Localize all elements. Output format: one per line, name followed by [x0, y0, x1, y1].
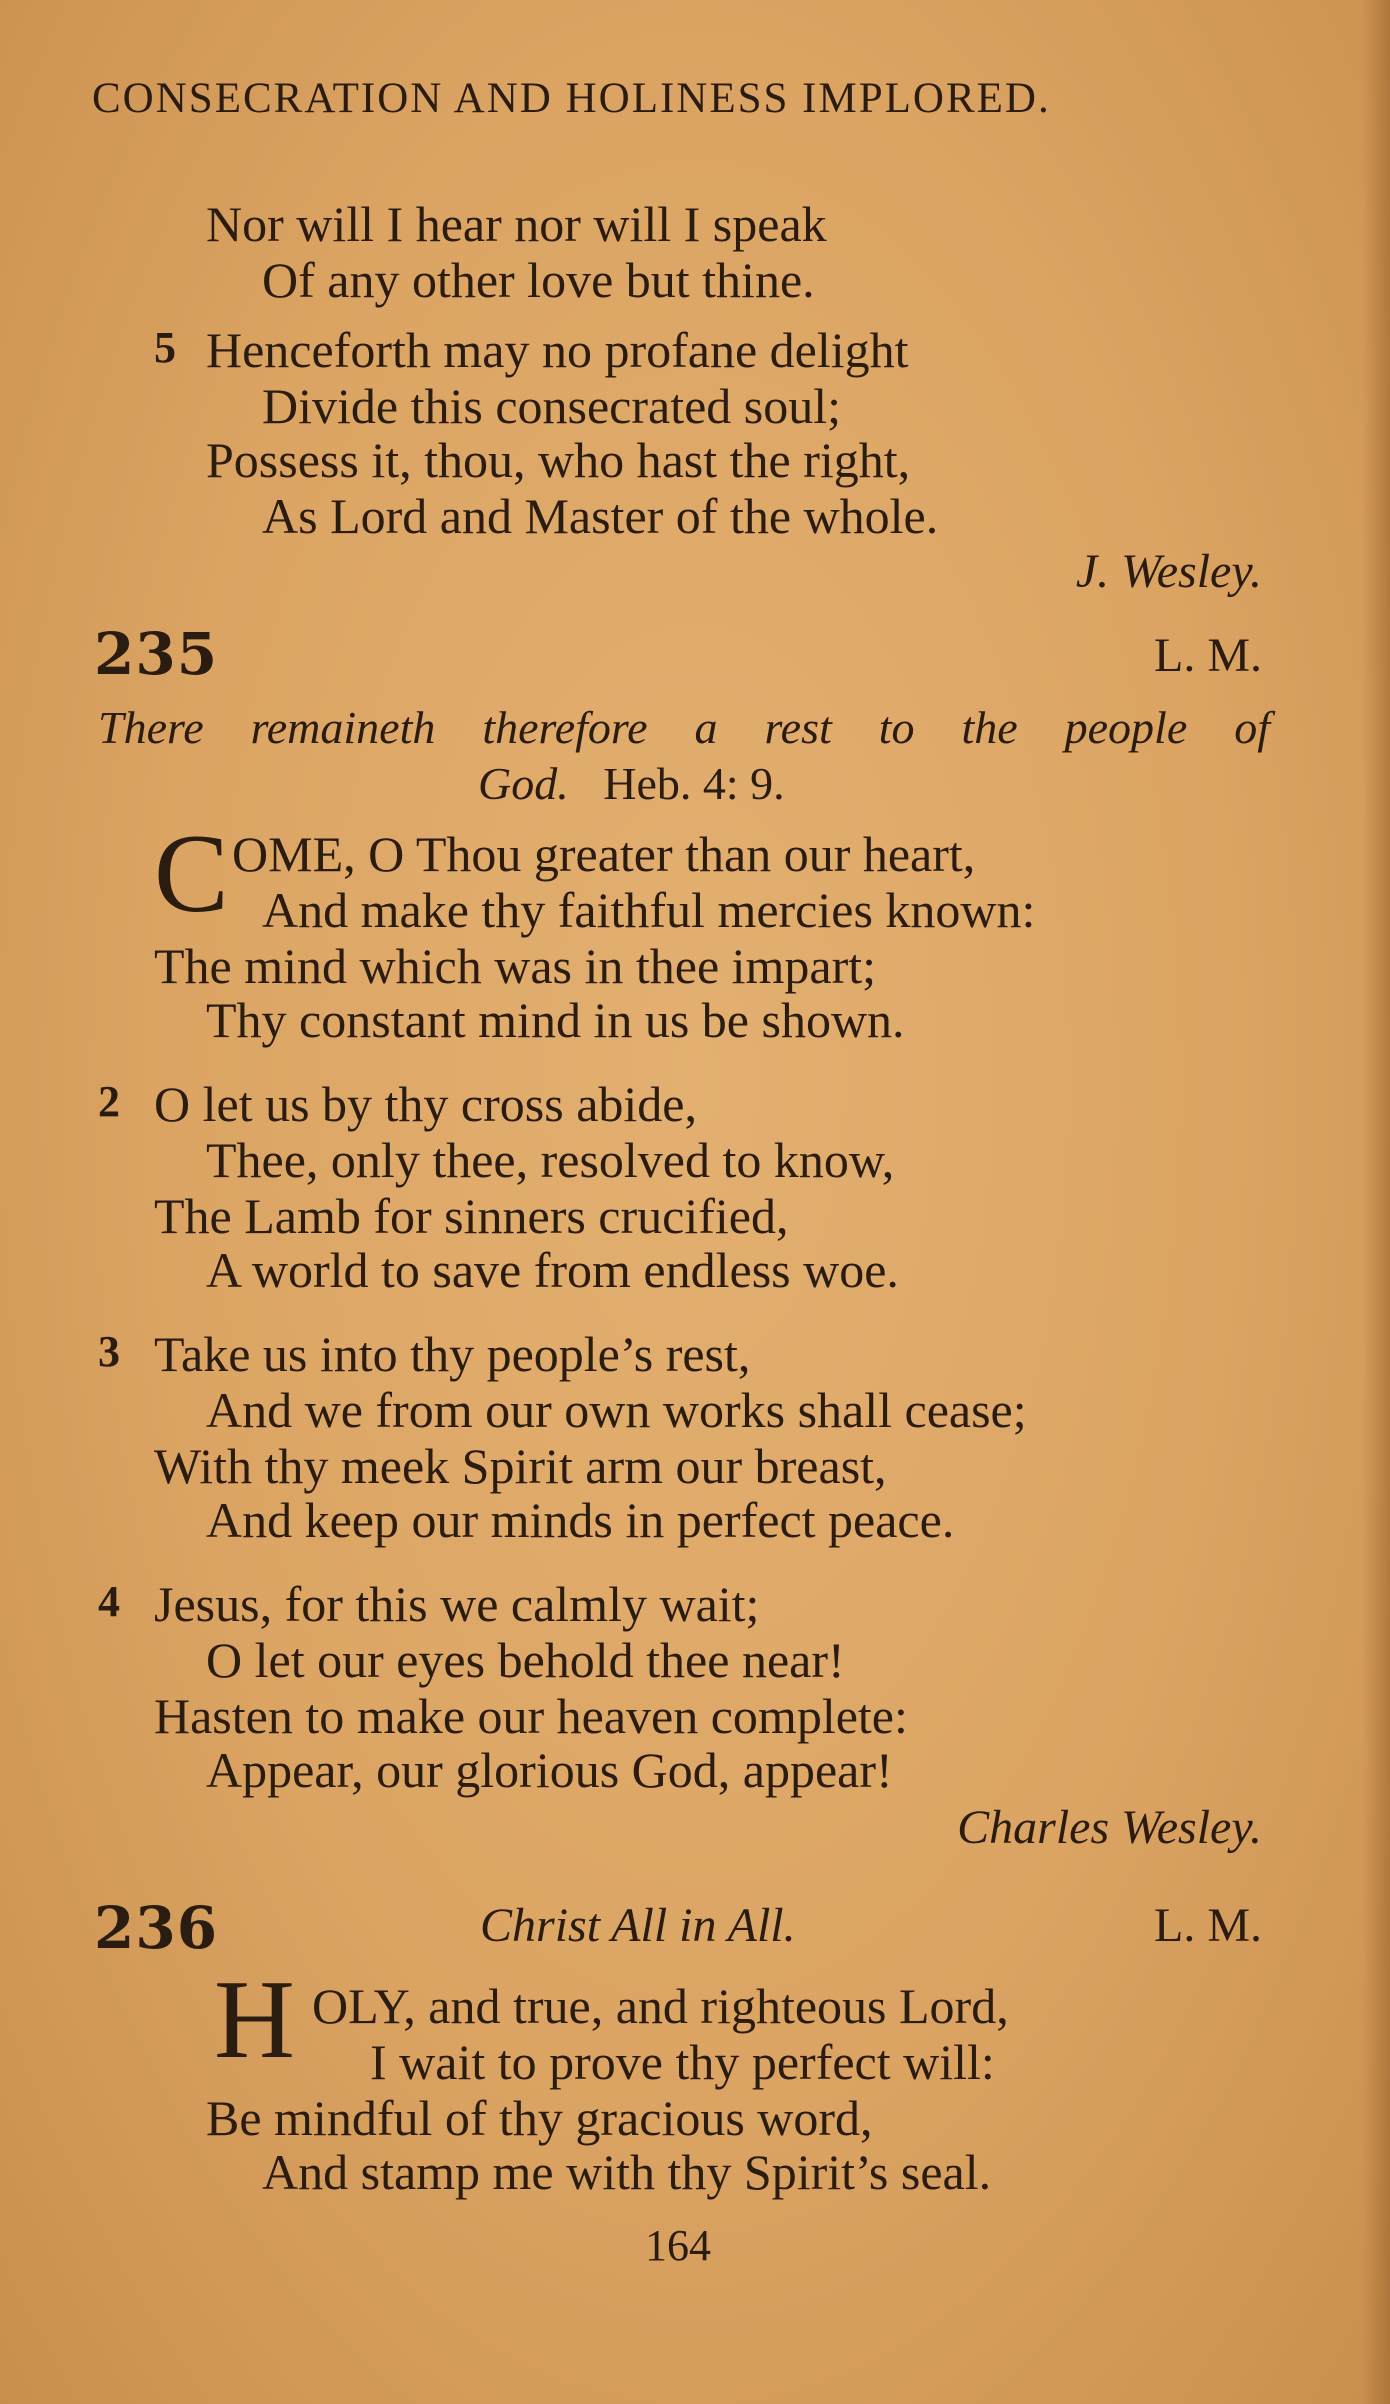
verse-line: Take us into thy people’s rest, [154, 1326, 751, 1382]
hymn-author: Charles Wesley. [957, 1801, 1262, 1854]
epigraph-line: There remaineth therefore a rest to the people of [98, 702, 1270, 753]
verse-line: And keep our minds in perfect peace. [206, 1492, 955, 1548]
stanza-number: 5 [154, 323, 176, 372]
hymn-number: 236 [94, 1894, 219, 1962]
epigraph-line-2 [478, 756, 785, 812]
verse-line: And we from our own works shall cease; [206, 1382, 1027, 1438]
verse-line: OLY, and true, and righteous Lord, [312, 1978, 1009, 2034]
verse-line: Thy constant mind in us be shown. [206, 992, 905, 1048]
verse-line: Be mindful of thy gracious word, [206, 2090, 873, 2146]
drop-cap: H [214, 1958, 295, 2082]
verse-line: With thy meek Spirit arm our breast, [154, 1438, 887, 1494]
verse-line: O let us by thy cross abide, [154, 1076, 697, 1132]
hymn-number: 235 [94, 620, 219, 688]
verse-line: Divide this consecrated soul; [262, 378, 842, 434]
hymn-author: J. Wesley. [1075, 545, 1262, 598]
running-header: CONSECRATION AND HOLINESS IMPLORED. [92, 75, 1051, 122]
verse-line: Of any other love but thine. [262, 252, 815, 308]
hymn-title: Christ All in All. [480, 1899, 796, 1952]
verse-line: Jesus, for this we calmly wait; [154, 1576, 760, 1632]
verse-line: Possess it, thou, who hast the right, [206, 432, 911, 488]
verse-line: The mind which was in thee impart; [154, 938, 877, 994]
verse-line: Hasten to make our heaven complete: [154, 1688, 908, 1744]
hymn-meter: L. M. [1154, 1899, 1262, 1952]
verse-line: And stamp me with thy Spirit’s seal. [262, 2144, 992, 2200]
verse-line: I wait to prove thy perfect will: [370, 2034, 995, 2090]
drop-cap: C [154, 812, 229, 936]
verse-line: O let our eyes behold thee near! [206, 1632, 845, 1688]
verse-line: A world to save from endless woe. [206, 1242, 899, 1298]
verse-line: Appear, our glorious God, appear! [206, 1742, 893, 1798]
stanza-number: 4 [98, 1577, 120, 1626]
stanza-number: 2 [98, 1077, 120, 1126]
verse-line: Thee, only thee, resolved to know, [206, 1132, 895, 1188]
page-edge-shadow [1362, 0, 1390, 2404]
verse-line: OME, O Thou greater than our heart, [232, 826, 976, 882]
verse-line: The Lamb for sinners crucified, [154, 1188, 789, 1244]
verse-line: Henceforth may no profane delight [206, 322, 909, 378]
verse-line: And make thy faithful mercies known: [262, 882, 1036, 938]
scripture-reference: Heb. 4: 9. [603, 758, 785, 809]
verse-line: Nor will I hear nor will I speak [206, 196, 827, 252]
epigraph-word: God. [478, 758, 569, 809]
verse-line: As Lord and Master of the whole. [262, 488, 939, 544]
hymn-meter: L. M. [1154, 629, 1262, 682]
page-number: 164 [645, 2221, 711, 2270]
stanza-number: 3 [98, 1327, 120, 1376]
